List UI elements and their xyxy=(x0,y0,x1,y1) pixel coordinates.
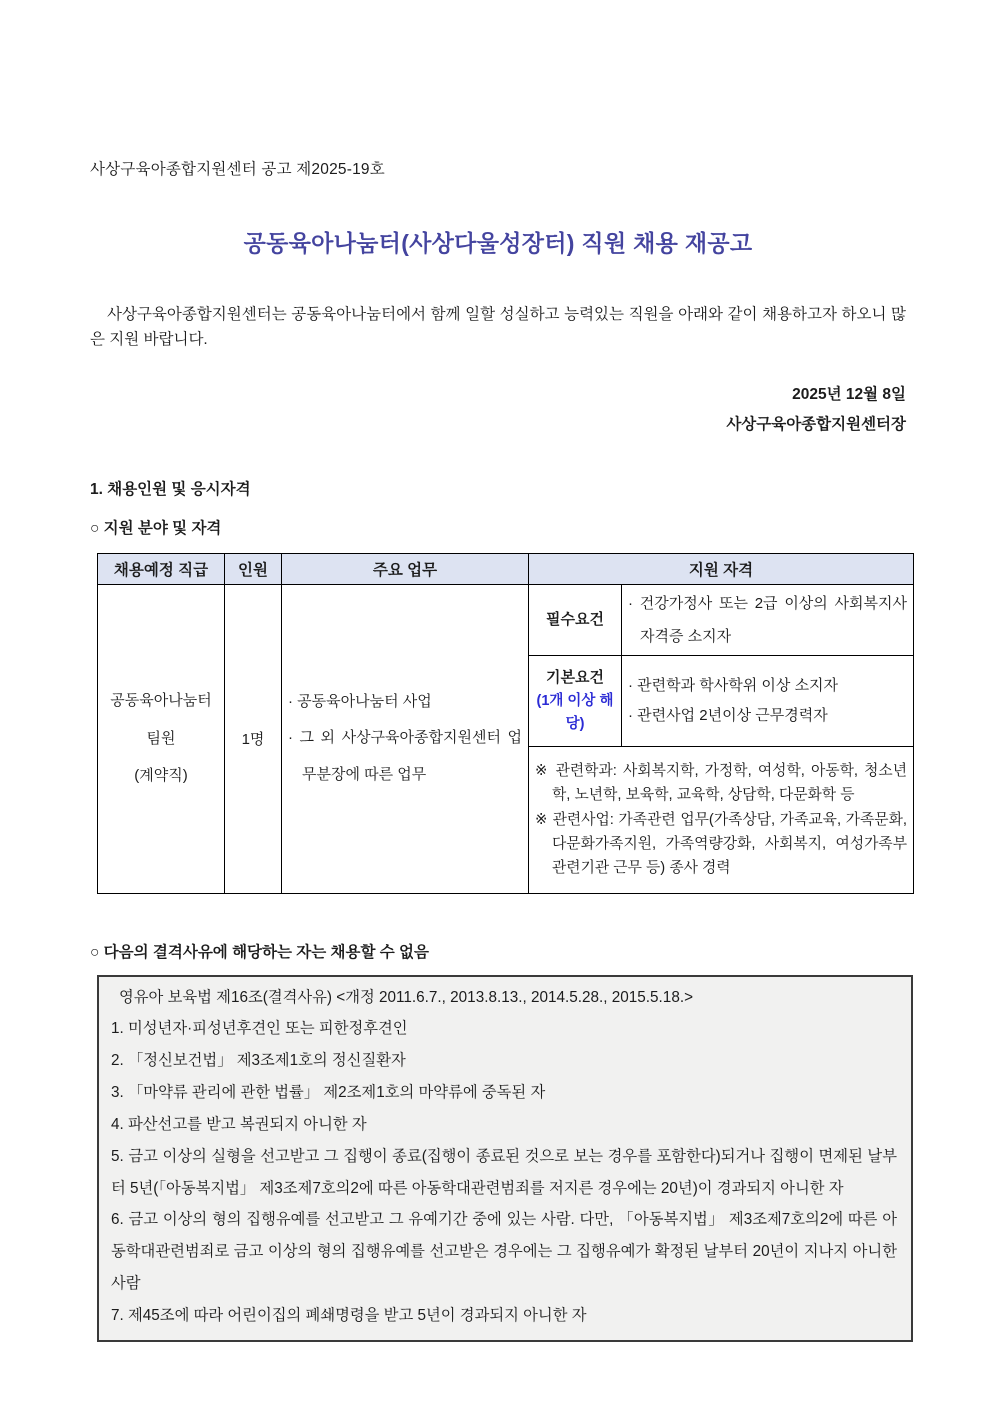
section1-heading: 1. 채용인원 및 응시자격 xyxy=(90,480,251,498)
disqualification-item: 2. 「정신보건법」 제3조제1호의 정신질환자 xyxy=(111,1052,406,1070)
basic-label: 기본요건 xyxy=(546,668,604,686)
section1-subheading: ○ 지원 분야 및 자격 xyxy=(90,519,222,537)
intro-paragraph: 사상구육아종합지원센터는 공동육아나눔터에서 함께 일할 성실하고 능력있는 직원을 아래와 같이 채용하고자 하오니 많은 지원 바랍니다. xyxy=(90,306,906,349)
disqualification-item: 4. 파산선고를 받고 복권되지 아니한 자 xyxy=(111,1115,367,1133)
date-signature-block xyxy=(90,380,906,440)
related-majors-note: ※ 관련학과: 사회복지학, 가정학, 여성학, 아동학, 청소년학, 노년학, 보육학, 교육학, 상담학, 다문화학 등 xyxy=(535,763,908,804)
position-line: 팀원 xyxy=(146,729,176,747)
col-header-duties: 주요 업무 xyxy=(282,553,529,584)
disqualification-item: 3. 「마약류 관리에 관한 법률」 제2조제1호의 마약류에 중독된 자 xyxy=(111,1084,546,1102)
duty-item: · 그 외 사상구육아종합지원센터 업무분장에 따른 업무 xyxy=(288,729,522,784)
position-cell xyxy=(98,584,225,893)
page-title: 공동육아나눔터(사상다울성장터) 직원 채용 재공고 xyxy=(243,230,753,256)
duties-cell xyxy=(282,584,529,893)
notice-number: 사상구육아종합지원센터 공고 제2025-19호 xyxy=(90,161,385,178)
basic-note: (1개 이상 해당) xyxy=(536,693,614,733)
col-header-qualification: 지원 자격 xyxy=(529,553,914,584)
col-header-position: 채용예정 직급 xyxy=(98,553,225,584)
law-reference-title: 영유아 보육법 제16조(결격사유) <개정 2011.6.7., 2013.8.13., 2014.5.28., 2015.5.18.> xyxy=(119,988,694,1006)
signer-title: 사상구육아종합지원센터장 xyxy=(726,416,906,434)
basic-item: · 관련학과 학사학위 이상 소지자 xyxy=(628,677,839,695)
duty-item: · 공동육아나눔터 사업 xyxy=(288,692,432,710)
table-header-row xyxy=(98,553,914,584)
recruit-table xyxy=(97,553,914,894)
basic-label-cell xyxy=(529,655,622,746)
required-text-cell xyxy=(622,584,914,655)
basic-item: · 관련사업 2년이상 근무경력자 xyxy=(628,706,828,724)
announcement-date: 2025년 12월 8일 xyxy=(792,386,906,404)
disqualification-box xyxy=(97,975,913,1342)
disqualification-item: 5. 금고 이상의 실형을 선고받고 그 집행이 종료(집행이 종료된 것으로 보는 경우를 포함한다)되거나 집행이 면제된 날부터 5년(「아동복지법」 제3조제7호의2에 따른 아동학대관련범죄를 저지른 경우에는 20년)이 경과되지 아니한 자 xyxy=(111,1147,897,1197)
disqualification-item: 7. 제45조에 따라 어린이집의 폐쇄명령을 받고 5년이 경과되지 아니한 자 xyxy=(111,1306,587,1324)
basic-items-cell xyxy=(622,655,914,746)
disqualification-item: 6. 금고 이상의 형의 집행유예를 선고받고 그 유예기간 중에 있는 사람. 다만, 「아동복지법」 제3조제7호의2에 따른 아동학대관련범죄로 금고 이상의 형의 집행유예를 선고받은 경우에는 그 집행유예가 확정된 날부터 20년이 지나지 아니한 사람 xyxy=(111,1211,897,1292)
related-notes-cell xyxy=(529,746,914,893)
disqualification-heading: ○ 다음의 결격사유에 해당하는 자는 채용할 수 없음 xyxy=(90,943,429,961)
required-text: · 건강가정사 또는 2급 이상의 사회복지사 자격증 소지자 xyxy=(628,594,908,645)
required-label-cell: 필수요건 xyxy=(529,584,622,655)
related-work-note: ※ 관련사업: 가족관련 업무(가족상담, 가족교육, 가족문화, 다문화가족지원, 가족역량강화, 사회복지, 여성가족부 관련기관 근무 등) 종사 경력 xyxy=(535,811,908,876)
count-cell: 1명 xyxy=(225,584,282,893)
disqualification-item: 1. 미성년자·피성년후견인 또는 피한정후견인 xyxy=(111,1020,408,1038)
position-line: 공동육아나눔터 xyxy=(110,692,212,710)
position-line: (계약직) xyxy=(134,767,188,785)
table-row xyxy=(98,584,914,655)
col-header-count: 인원 xyxy=(225,553,282,584)
